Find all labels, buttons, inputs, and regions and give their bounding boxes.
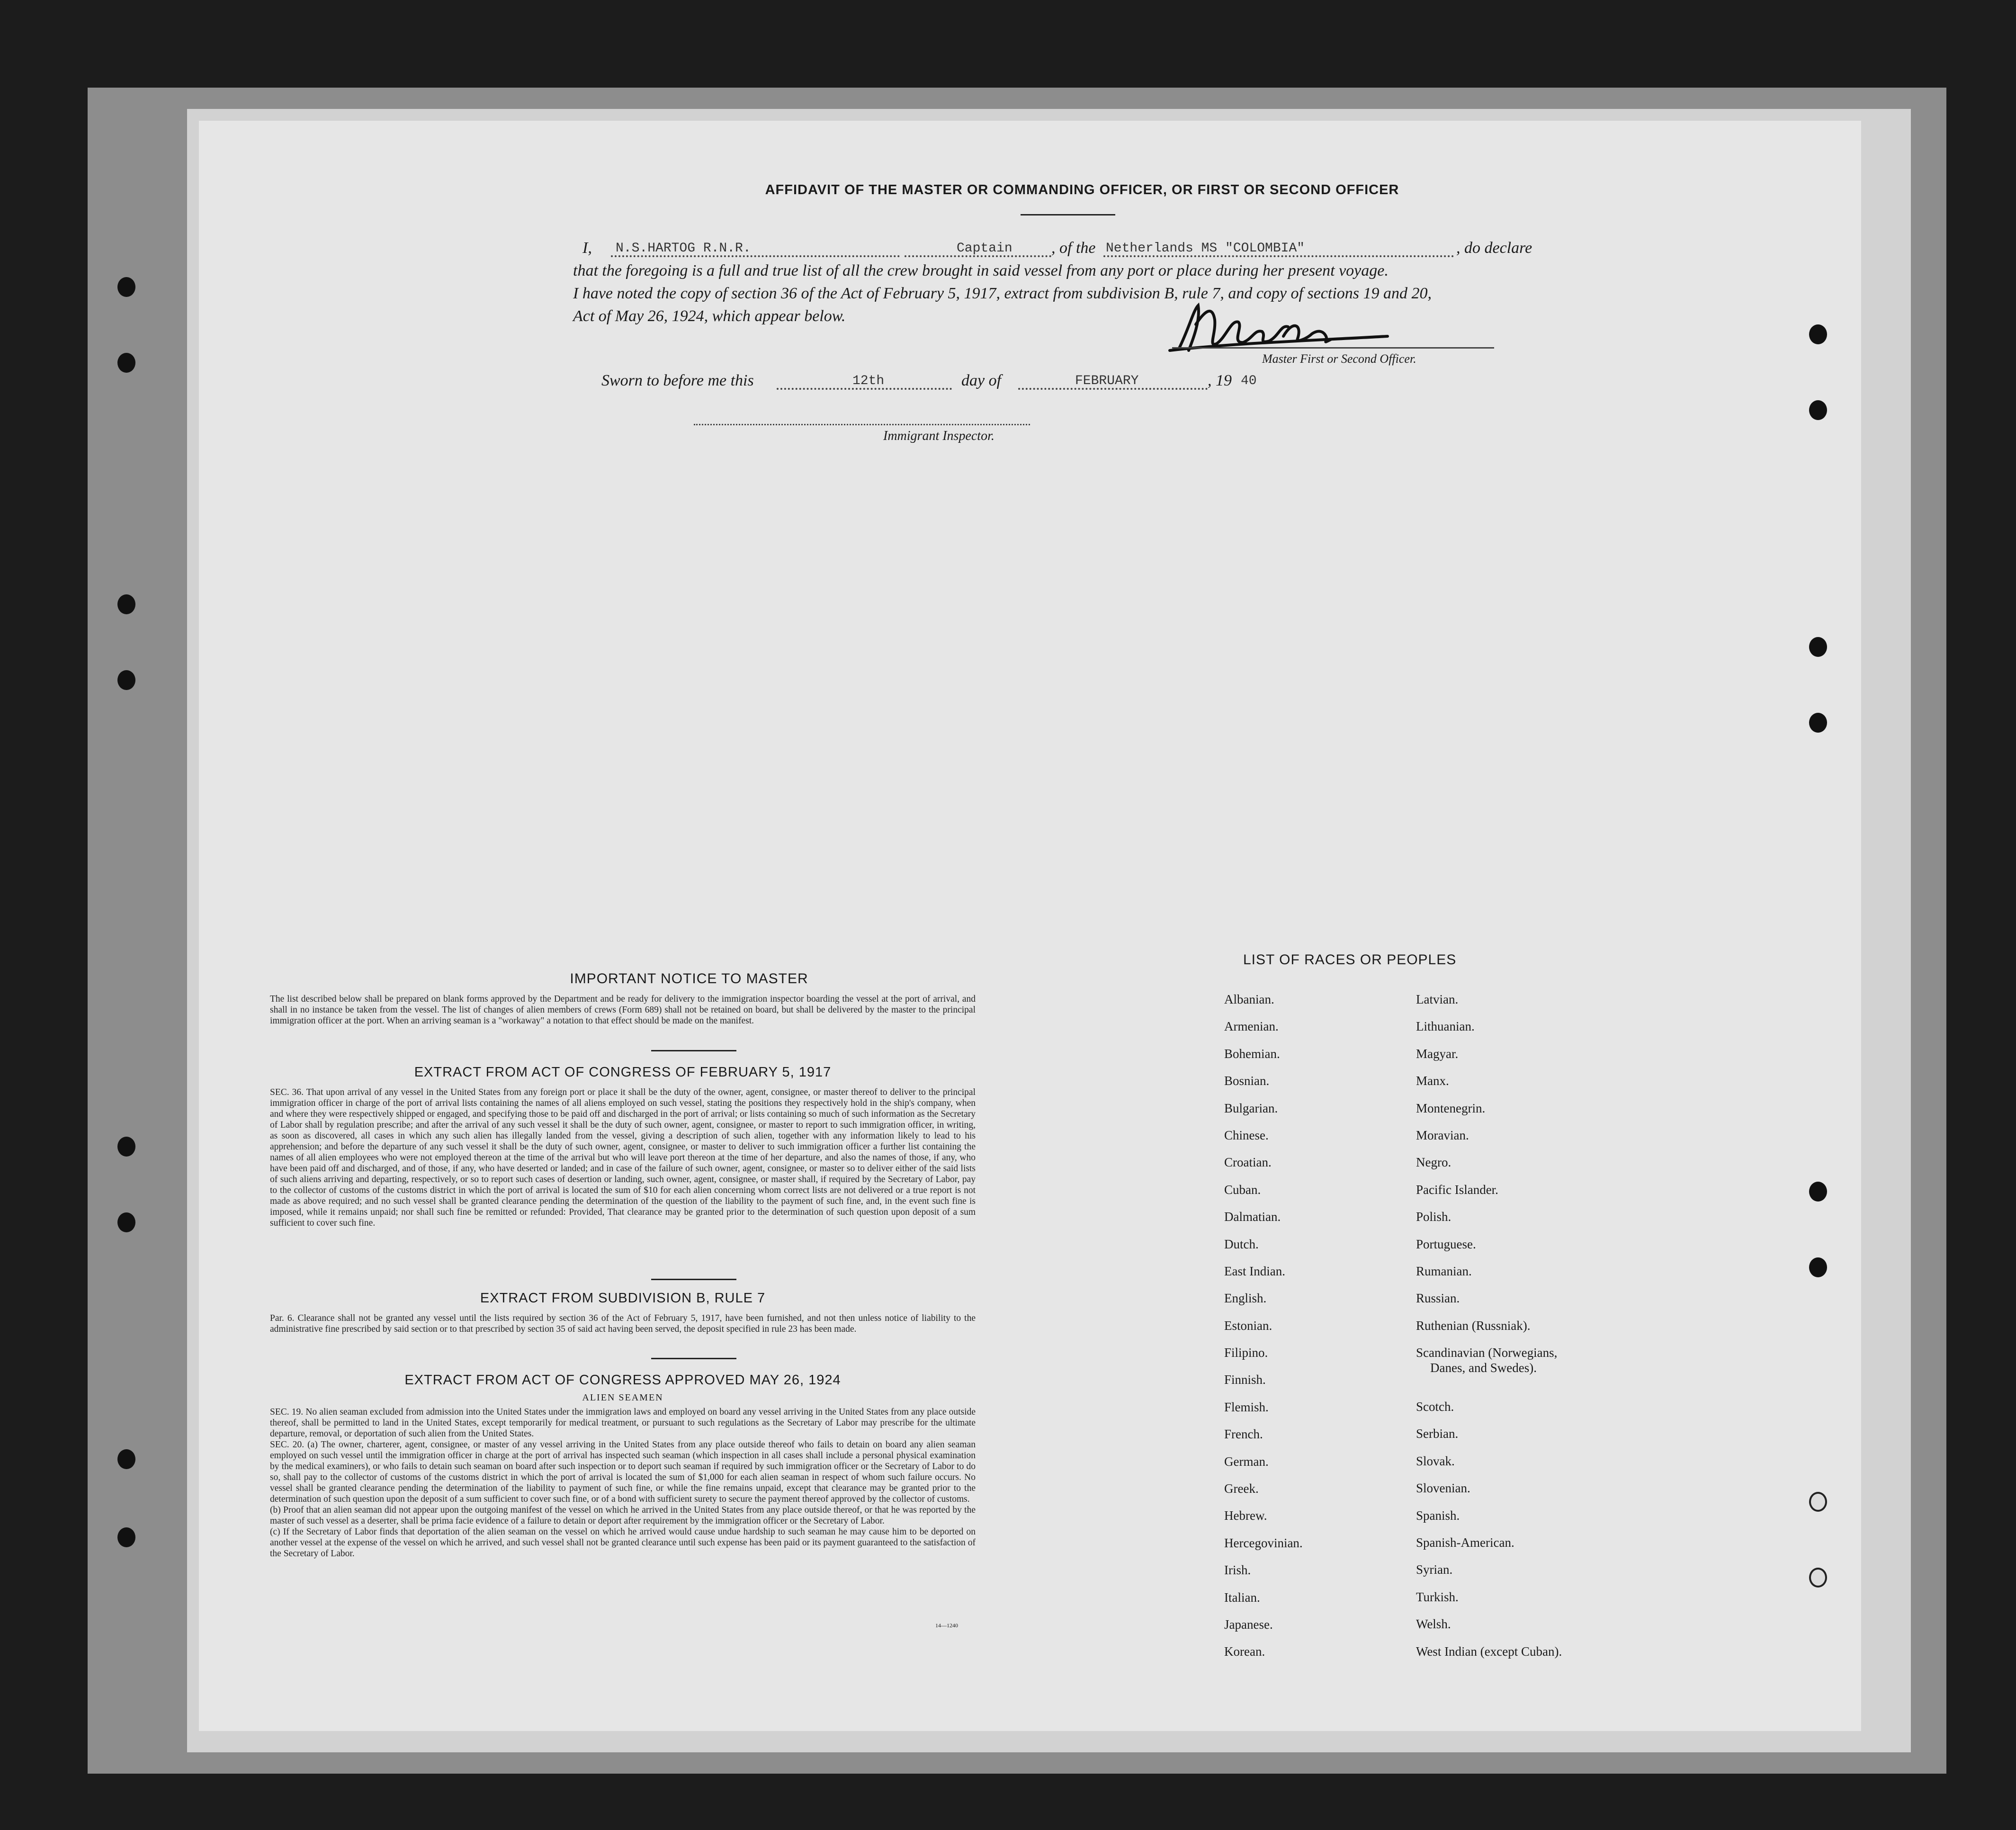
form-code: 14—1240 [935,1622,958,1629]
list-item: Turkish. [1416,1589,1459,1604]
extract-1917-title: EXTRACT FROM ACT OF CONGRESS OF FEBRUARY 5, 1917 [414,1065,832,1080]
races-column-1 [1224,992,1303,1672]
affidavit-line-2: that the foregoing is a full and true list of all the crew brought in said vessel from any port or place during her present voyage. [573,262,1389,279]
list-item: English. [1224,1291,1267,1306]
list-item: Lithuanian. [1416,1019,1475,1034]
officer-name-line [611,255,900,257]
binder-hole-icon [1809,1257,1827,1277]
binder-hole-icon [1809,1568,1827,1588]
list-item: Rumanian. [1416,1264,1472,1278]
list-item: Moravian. [1416,1128,1469,1142]
list-item: West Indian (except Cuban). [1416,1644,1562,1659]
list-item: Magyar. [1416,1046,1459,1061]
list-item: Greek. [1224,1481,1259,1496]
day-of-label: day of [961,372,1002,389]
list-item: Armenian. [1224,1019,1279,1034]
subdivision-b-title: EXTRACT FROM SUBDIVISION B, RULE 7 [480,1291,766,1306]
binder-hole-icon [1809,1182,1827,1202]
list-item: Hercegovinian. [1224,1535,1303,1550]
officer-name-value: N.S.HARTOG R.N.R. [616,241,751,256]
extract-1917-rule [651,1279,736,1280]
list-item: Cuban. [1224,1182,1261,1197]
list-item: Filipino. [1224,1346,1268,1360]
binder-hole-icon [117,277,135,297]
extract-1924-subtitle: ALIEN SEAMEN [582,1392,663,1403]
list-item: Bulgarian. [1224,1101,1278,1115]
list-item: Flemish. [1224,1399,1269,1414]
list-item: French. [1224,1427,1263,1442]
list-item: Welsh. [1416,1617,1451,1632]
do-declare-label: , do declare [1456,239,1532,257]
sworn-month-line [1018,388,1208,390]
list-item: Manx. [1416,1074,1449,1088]
list-item: Danes, and Swedes). [1430,1361,1537,1375]
list-item: Estonian. [1224,1318,1272,1333]
inspector-signature-line [694,424,1030,425]
binder-hole-icon [1809,637,1827,657]
binder-hole-icon [117,670,135,690]
sworn-day-value: 12th [852,374,885,388]
list-item: Bosnian. [1224,1074,1270,1088]
list-item: Polish. [1416,1210,1452,1224]
binder-hole-icon [117,1449,135,1469]
races-column-2 [1416,992,1562,1671]
list-item: Albanian. [1224,992,1274,1006]
list-item: Syrian. [1416,1562,1453,1577]
list-item: Japanese. [1224,1617,1273,1632]
notice-text: The list described below shall be prepared on blank forms approved by the Department and be ready for delivery to the immigration inspector boarding the vessel at the port of arrival, and shall in no instance be taken from the vessel. The list of changes of alien members of crews (Form 689) shall not be retained on board, but shall be delivered by the master to the principal immigration officer at the port. When an arriving seaman is a "workaway" a notation to that effect should be made on the manifest. [270,994,976,1026]
list-item: German. [1224,1454,1269,1469]
vessel-line [1103,255,1454,257]
list-item: Dalmatian. [1224,1210,1281,1224]
sworn-day-line [777,388,952,390]
list-item: Slovenian. [1416,1481,1470,1496]
binder-hole-icon [1809,713,1827,733]
signature-line [1172,347,1494,349]
binder-hole-icon [117,594,135,614]
list-item: Hebrew. [1224,1508,1267,1523]
list-item: Montenegrin. [1416,1101,1486,1115]
subdivision-b-text: Par. 6. Clearance shall not be granted any vessel until the lists required by section 36 of the Act of February 5, 1917, have been furnished, and not then unless notice of liability to the administrative fine prescribed by said section or to that prescribed by section 35 of said act having been served, the deposit specified in rule 23 has been made. [270,1313,976,1334]
list-item: Latvian. [1416,992,1459,1006]
sworn-prefix: Sworn to before me this [601,372,754,389]
list-item: Spanish. [1416,1508,1460,1523]
list-item: Korean. [1224,1644,1265,1659]
list-item: Pacific Islander. [1416,1182,1498,1197]
year-value: 40 [1241,374,1257,388]
list-item: Croatian. [1224,1155,1272,1170]
list-item: Slovak. [1416,1453,1455,1468]
extract-1924-text: SEC. 19. No alien seaman excluded from admission into the United States under the immigration laws and employed on board any vessel arriving in the United States from any place outside thereof, shall be permitted to land in the United States, except temporarily for medical treatment, or pursuant to such regulations as the Secretary of Labor may prescribe for the ultimate departure, removal, or deportation of such alien from the United States. SEC. 20. (a) The owner, charterer, agent, consignee, or master of any vessel arriving in the United States from any place outside thereof who fails to detain on board any alien seaman employed on such vessel until the immigration officer in charge at the port of arrival has inspected such seaman (which inspection in all cases shall include a personal physical examination by the medical examiners), or who fails to detain such seaman on board after such inspection or to deport such seaman if required by such immigration officer or the Secretary of Labor to do so, shall pay to the collector of customs of the customs district in which the port of arrival is located the sum of $1,000 for each alien seaman in respect of whom such failure occurs. No vessel shall be granted clearance pending the determination of the liability to payment of such fine, or while the fine remains unpaid, except that clearance may be granted prior to the determination of such question upon the deposit of a sum sufficient to cover such fine, or of a bond with sufficient surety to secure the payment thereof approved by the collector of customs. (b) Proof that an alien seaman did not appear upon the outgoing manifest of the vessel on which he arrived in the United States from any place outside thereof, or that he was reported by the master of such vessel as a deserter, shall be prima facie evidence of a failure to detain or deport after requirement by the immigration officer or the Secretary of Labor. (c) If the Secretary of Labor finds that deportation of the alien seaman on the vessel on which he arrived would cause undue hardship to such seaman he may cause him to be deported on another vessel at the expense of the vessel on which he arrived, and such vessel shall not be granted clearance until such expense has been paid or its payment guaranteed to the satisfaction of the Secretary of Labor. [270,1407,976,1559]
list-item: Chinese. [1224,1128,1269,1142]
affidavit-declaration-line [582,239,1695,260]
list-item: Negro. [1416,1155,1452,1170]
list-item: Italian. [1224,1590,1260,1605]
sworn-line [601,372,1549,393]
list-item: Serbian. [1416,1426,1459,1441]
list-item: Spanish-American. [1416,1535,1514,1550]
rank-value: Captain [957,241,1012,256]
affidavit-line-4: Act of May 26, 1924, which appear below. [573,307,846,325]
extract-1917-text: SEC. 36. That upon arrival of any vessel in the United States from any foreign port or place it shall be the duty of the owner, agent, consignee, or master thereof to deliver to the principal immigration officer in charge of the port of arrival lists containing the names of all aliens employed on such vessel, stating the positions they respectively hold in the ship's company, when and where they were respectively shipped or engaged, and specifying those to be paid off and discharged in the port of arrival; or lists containing so much of such information as the Secretary of Labor shall by regulation prescribe; and after the arrival of any such vessel it shall be the duty of such owner, agent, consignee, or master to report to such immigration officer, in writing, as soon as discovered, all cases in which any such alien has illegally landed from the vessel, giving a description of such alien, together with any information likely to lead to his apprehension; and before the departure of any such vessel it shall be the duty of such owner, agent, consignee, or master to deliver to such immigration officer a further list containing the names of all alien employees who were not employed thereon at the time of the arrival but who will leave port thereon at the time of her departure, and also the names of those, if any, who have been paid off and discharged, and of those, if any, who have deserted or landed; and in case of the failure of such owner, agent, consignee, or master so to deliver either of the said lists of such aliens arriving and departing, respectively, or so to report such cases of desertion or landing, such owner, agent, consignee, or master shall, if required by the Secretary of Labor, pay to the collector of customs of the customs district in which the port of arrival is located the sum of $10 for each alien concerning whom correct lists are not delivered or a true report is not made as above required; and no such vessel shall be granted clearance pending the determination of the question of the liability to the payment of such fine, and, in the event such fine is imposed, while it remains unpaid; nor shall such fine be remitted or refunded: Provided, That clearance may be granted prior to the determination of such question upon deposit of a sum sufficient to cover such fine. [270,1087,976,1228]
year-prefix: , 19 [1208,372,1232,389]
affidavit-line-3: I have noted the copy of section 36 of the Act of February 5, 1917, extract from subdivision B, rule 7, and copy of sections 19 and 20, [573,285,1432,302]
list-item: Dutch. [1224,1237,1259,1251]
binder-hole-icon [1809,1492,1827,1512]
vessel-value: Netherlands MS "COLOMBIA" [1106,241,1305,256]
sworn-month-value: FEBRUARY [1075,374,1139,388]
list-item: Portuguese. [1416,1237,1476,1251]
affidavit-title: AFFIDAVIT OF THE MASTER OR COMMANDING OFFICER, OR FIRST OR SECOND OFFICER [765,182,1399,197]
declaration-prefix: I, [582,239,592,257]
list-item: East Indian. [1224,1264,1285,1278]
notice-rule [651,1050,736,1051]
signature-caption: Master First or Second Officer. [1262,352,1416,366]
extract-1924-title: EXTRACT FROM ACT OF CONGRESS APPROVED MAY 26, 1924 [404,1372,841,1388]
rank-line [905,255,1051,257]
binder-hole-icon [1809,400,1827,420]
list-item: Russian. [1416,1291,1460,1306]
list-item: Scandinavian (Norwegians, [1416,1346,1558,1360]
list-item: Bohemian. [1224,1046,1280,1061]
of-the-label: , of the [1051,239,1096,257]
binder-hole-icon [1809,324,1827,344]
notice-title: IMPORTANT NOTICE TO MASTER [570,971,808,987]
affidavit-title-rule [1021,214,1115,215]
list-item: Ruthenian (Russniak). [1416,1318,1531,1333]
binder-hole-icon [117,1137,135,1157]
list-item: Finnish. [1224,1372,1266,1387]
list-item: Scotch. [1416,1399,1454,1414]
subdivision-b-rule [651,1358,736,1359]
list-item: Irish. [1224,1563,1251,1578]
inspector-caption: Immigrant Inspector. [883,429,995,443]
races-title: LIST OF RACES OR PEOPLES [1243,952,1457,968]
binder-hole-icon [117,1527,135,1547]
manifest-page [199,121,1861,1731]
binder-hole-icon [117,353,135,373]
binder-hole-icon [117,1212,135,1232]
